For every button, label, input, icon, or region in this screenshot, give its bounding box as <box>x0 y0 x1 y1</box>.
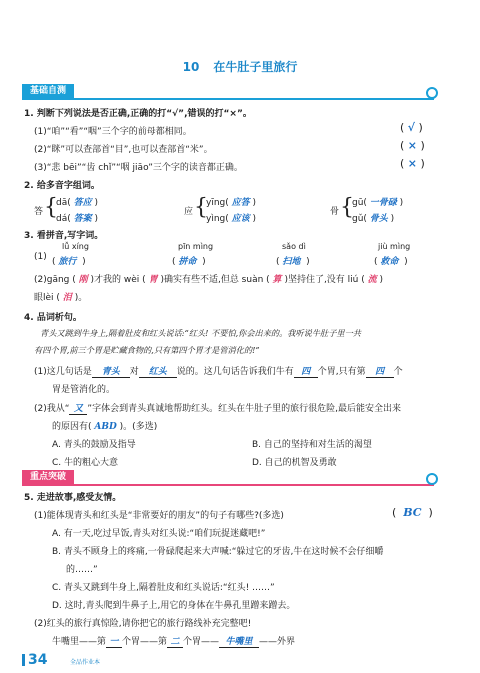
lesson-title: 在牛肚子里旅行 <box>213 60 298 74</box>
q3-box-4: ( 救命 ) <box>374 257 408 267</box>
q3-pinyin-1: lǚ xíng <box>62 242 89 251</box>
q5-answer-1: ( BC ) <box>392 506 433 519</box>
page-number: 34 <box>22 652 47 668</box>
q5-route: 牛嘴里——第 一 个胃——第 二 个胃—— 牛嘴里 ——外界 <box>52 634 295 648</box>
q1-answer-2: ( × ) <box>400 139 425 152</box>
q5-option-d: D. 这时,青头爬到牛鼻子上,用它的身体在牛鼻孔里蹭来蹭去。 <box>52 601 296 611</box>
q2-prompt: 2. 给多音字组词。 <box>24 181 100 191</box>
q4-sentence-1-cont: 胃是管消化的。 <box>52 385 116 395</box>
q4-option-d: D. 自己的机智及勇敢 <box>252 458 337 468</box>
q1-item-2: (2)“眯”可以查部首“目”,也可以查部首“米”。 <box>34 145 213 155</box>
q4-passage-line-2: 有四个胃,前三个胃是贮藏食物的,只有第四个胃才是管消化的!” <box>34 345 260 355</box>
q3-pinyin-2: pīn mìng <box>178 242 214 251</box>
q5-option-b: B. 青头不顾身上的疼痛,一骨碌爬起来大声喊:“躲过它的牙齿,牛在这时候不会仔细嚼 <box>52 547 384 557</box>
q4-sentence-2-cont: 的原因有( ABD )。(多选) <box>52 422 158 432</box>
section-dot-icon <box>426 87 438 99</box>
q4-passage-line-1: 青头又跳到牛身上,隔着肚皮和红头说话:“红头! 不要怕,你会出来的。我听说牛肚子里一共 <box>40 328 361 338</box>
lesson-number: 10 <box>182 60 200 74</box>
q4-option-a: A. 青头的鼓励及指导 <box>52 440 136 450</box>
q5-prompt: 5. 走进故事,感受友情。 <box>24 493 122 503</box>
q3-line-3: 眼lèi ( 泪 )。 <box>34 293 88 303</box>
q5-sentence-1: (1)能体现青头和红头是“非常要好的朋友”的句子有哪些?(多选) <box>34 511 284 521</box>
q3-pinyin-3: sǎo dì <box>282 242 306 251</box>
q4-sentence-1: (1)这几句话是 青头 对 红头 说的。这几句话告诉我们牛有 四 个胃,只有第 四 个 <box>34 364 403 378</box>
section-key-bar <box>22 470 434 486</box>
q3-box-2: ( 拼命 ) <box>172 257 206 267</box>
footer-book-name: 全品作业本 <box>70 659 101 666</box>
q3-box-1: ( 旅行 ) <box>52 257 86 267</box>
q5-option-b-cont: 的……” <box>66 565 98 575</box>
q5-option-c: C. 青头又跳到牛身上,隔着肚皮和红头说话:“红头! ……” <box>52 583 275 593</box>
page-title <box>0 58 480 75</box>
q3-box-3: ( 扫地 ) <box>276 257 310 267</box>
q4-option-b: B. 自己的坚持和对生活的渴望 <box>252 440 372 450</box>
section-basic-bar <box>22 84 434 100</box>
q3-pinyin-4: jiù mìng <box>378 242 411 251</box>
q3-label-1: (1) <box>34 252 47 262</box>
section-key-tag: 重点突破 <box>22 470 74 484</box>
q1-answer-1: ( √ ) <box>400 121 423 134</box>
q1-answer-3: ( × ) <box>400 157 425 170</box>
q3-prompt: 3. 看拼音,写字词。 <box>24 231 104 241</box>
q5-sentence-2: (2)红头的旅行真惊险,请你把它的旅行路线补充完整吧! <box>34 619 252 629</box>
q1-prompt: 1. 判断下列说法是否正确,正确的打“√”,错误的打“×”。 <box>24 109 252 119</box>
q4-option-c: C. 牛的粗心大意 <box>52 458 119 468</box>
q5-option-a: A. 有一天,吃过早饭,青头对红头说:“咱们玩捉迷藏吧!” <box>52 529 266 539</box>
q4-prompt: 4. 品词析句。 <box>24 313 82 323</box>
q3-line-2: (2)gāng ( 刚 )才我的 wèi ( 胃 )确实有些不适,但总 suàn ( 算 )坚持住了,没有 liú ( 流 ) <box>34 275 384 285</box>
q4-sentence-2: (2)我从“ 又 ”字体会到青头真诚地帮助红头。红头在牛肚子里的旅行很危险,最后能安全出来 <box>34 401 401 415</box>
q1-item-3: (3)“悲 bēi”“齿 chǐ”“咽 jiāo”三个字的读音都正确。 <box>34 163 243 173</box>
section-basic-tag: 基础自测 <box>22 84 74 98</box>
section-dot-icon <box>426 473 438 485</box>
q1-item-1: (1)“咱”“看”“咽”三个字的前母都相同。 <box>34 127 192 137</box>
